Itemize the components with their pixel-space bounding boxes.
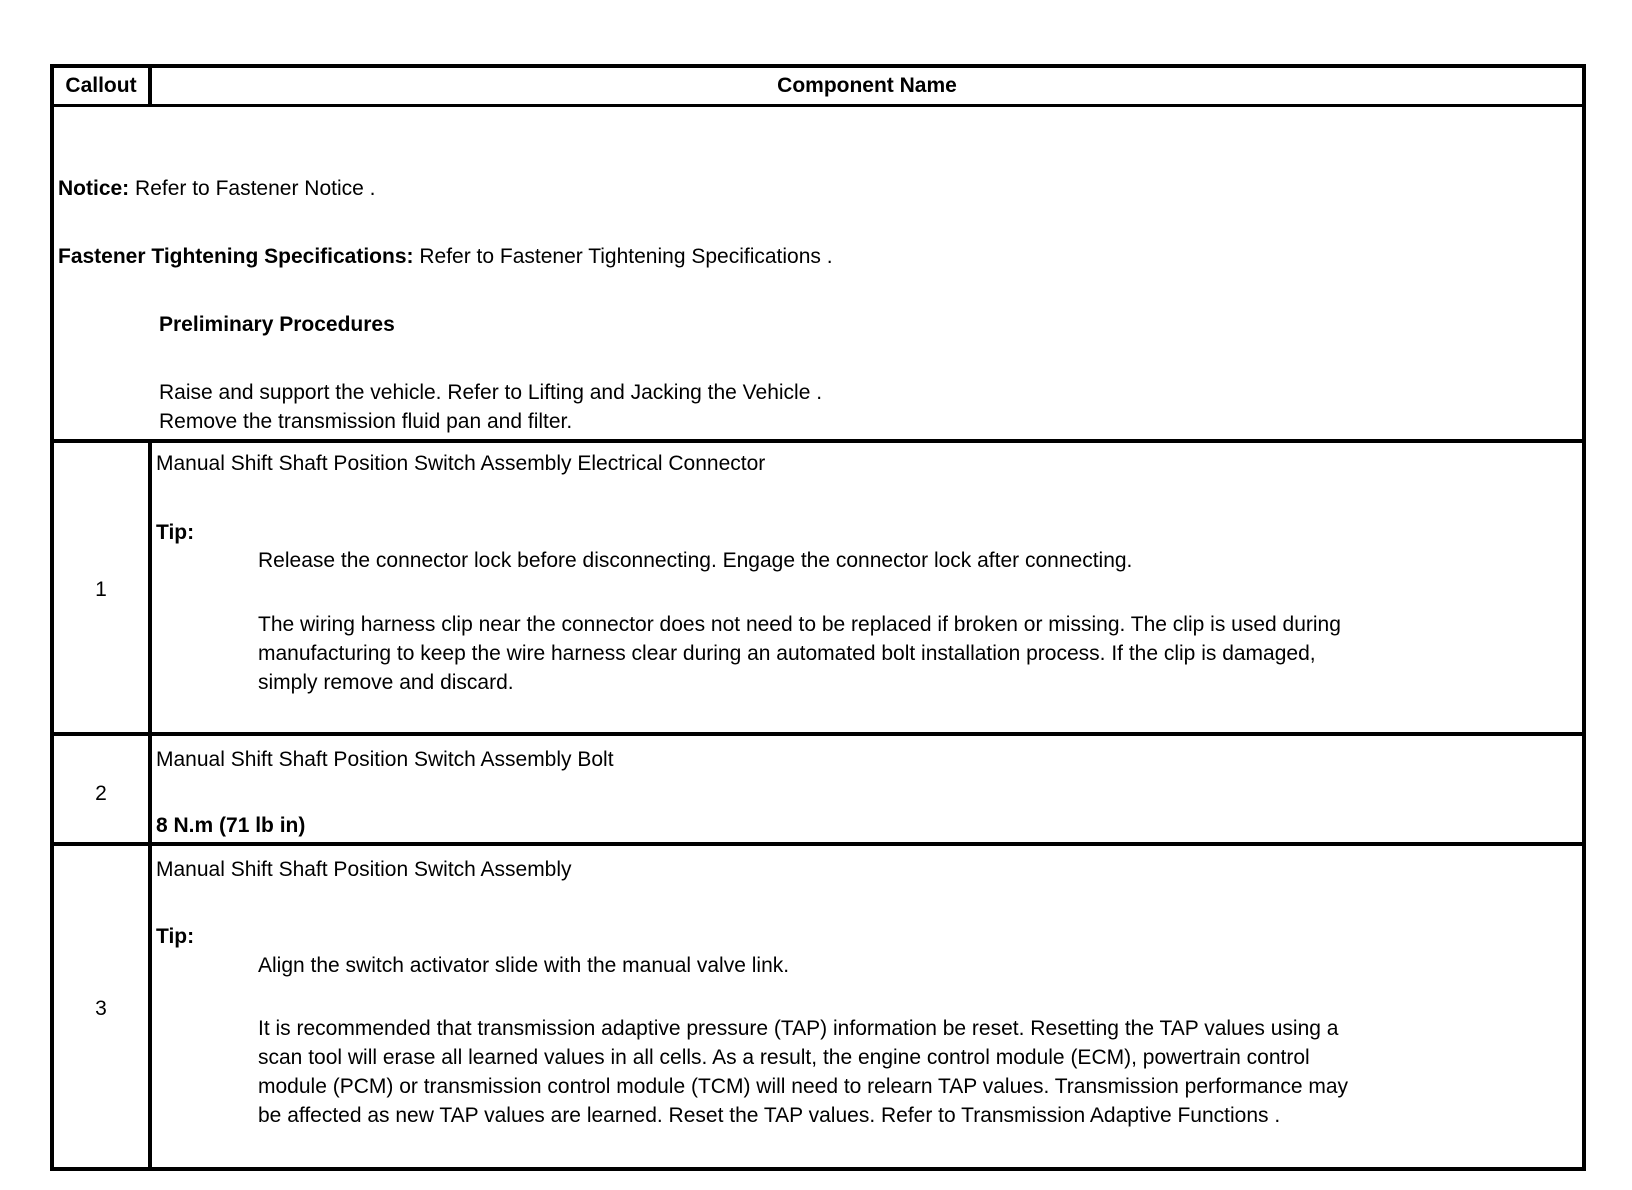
tip-paragraph-line: It is recommended that transmission adaptive pressure (TAP) information be reset. Resetting the TAP values using a [258,1017,1339,1040]
prelim-step: Raise and support the vehicle. Refer to Lifting and Jacking the Vehicle . [159,381,823,404]
prelim-title: Preliminary Procedures [159,313,395,336]
callout-number: 2 [95,782,107,805]
tip-paragraph-line: simply remove and discard. [258,671,514,694]
torque-spec: 8 N.m (71 lb in) [156,814,306,837]
callout-number: 1 [95,578,107,601]
tip-label: Tip: [156,521,195,544]
callout-header: Callout [65,74,137,97]
component-name: Manual Shift Shaft Position Switch Assembly Electrical Connector [156,452,766,475]
body-column-divider [148,439,152,1171]
tip-label: Tip: [156,925,195,948]
tip-paragraph-line: scan tool will erase all learned values in all cells. As a result, the engine control module (ECM), powertrain control [258,1046,1310,1069]
prelim-step: Remove the transmission fluid pan and filter. [159,410,573,433]
component-name: Manual Shift Shaft Position Switch Assembly [156,858,572,881]
header-bottom-border [50,104,1586,107]
tip-paragraph-line: manufacturing to keep the wire harness clear during an automated bolt installation process. If the clip is damaged, [258,642,1316,665]
spec-label: Fastener Tightening Specifications: [58,245,414,268]
component-name: Manual Shift Shaft Position Switch Assembly Bolt [156,748,614,771]
tip-paragraph-line: module (PCM) or transmission control module (TCM) will need to relearn TAP values. Transmission performance may [258,1075,1349,1098]
row1-bottom-border [50,732,1586,736]
spec-text: Refer to Fastener Tightening Specifications . [419,245,833,268]
intro-bottom-border [50,439,1586,443]
tip-paragraph-line: be affected as new TAP values are learned. Reset the TAP values. Refer to Transmission Adaptive Functions . [258,1104,1281,1127]
component-name-header: Component Name [777,74,957,97]
table-right-border [1582,64,1586,1171]
tip-paragraph [258,610,1341,697]
table-bottom-border [50,1167,1586,1171]
tip-text: Release the connector lock before disconnecting. Engage the connector lock after connecting. [258,549,1133,572]
row2-bottom-border [50,842,1586,846]
table-top-border [50,64,1586,68]
notice-line [58,177,375,201]
tip-paragraph [258,1014,1348,1130]
notice-text: Refer to Fastener Notice . [135,177,376,200]
tip-text: Align the switch activator slide with the manual valve link. [258,954,790,977]
spec-line [58,245,833,269]
callout-number: 3 [95,997,107,1020]
notice-label: Notice: [58,177,130,200]
tip-paragraph-line: The wiring harness clip near the connector does not need to be replaced if broken or missing. The clip is used during [258,613,1341,636]
